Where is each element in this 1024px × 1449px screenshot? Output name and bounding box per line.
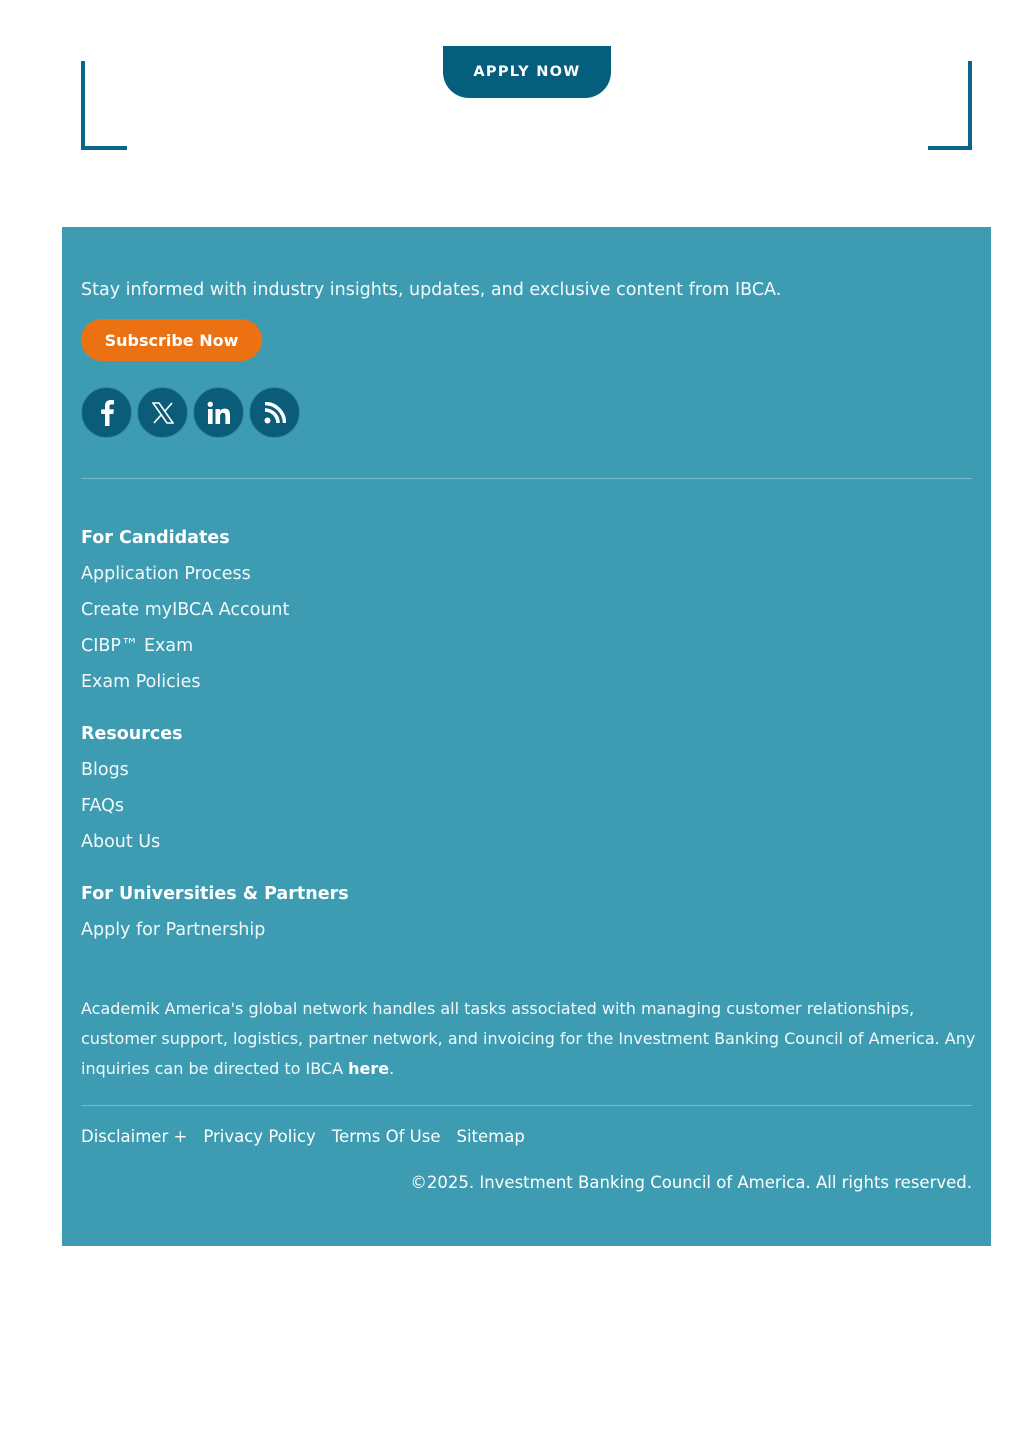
rss-icon[interactable]: [249, 387, 300, 438]
about-text: Academik America's global network handles all tasks associated with managing customer relationships, customer support, logistics, partner network, and invoicing for the Investment Banking Council of America. Any inquiries can be directed to IBCA: [81, 999, 976, 1078]
privacy-policy-link[interactable]: Privacy Policy: [203, 1127, 316, 1146]
decorative-bracket-right: [928, 61, 972, 150]
link-cibp-exam[interactable]: CIBP™ Exam: [81, 636, 194, 656]
terms-of-use-link[interactable]: Terms Of Use: [331, 1127, 441, 1146]
decorative-bracket-left: [81, 61, 127, 150]
section-heading-resources: Resources: [81, 724, 183, 744]
apply-now-label: APPLY NOW: [473, 64, 581, 80]
about-text-end: .: [389, 1059, 395, 1078]
link-application-process[interactable]: Application Process: [81, 564, 251, 584]
link-exam-policies[interactable]: Exam Policies: [81, 672, 201, 692]
about-paragraph: [81, 994, 976, 1084]
legal-links: [81, 1127, 541, 1146]
section-heading-candidates: For Candidates: [81, 528, 230, 548]
social-links: [81, 387, 300, 438]
copyright-text: ©2025. Investment Banking Council of America. All rights reserved.: [410, 1173, 972, 1192]
sitemap-link[interactable]: Sitemap: [456, 1127, 525, 1146]
site-footer: [62, 227, 991, 1246]
disclaimer-link[interactable]: Disclaimer +: [81, 1127, 188, 1146]
link-apply-partnership[interactable]: Apply for Partnership: [81, 920, 266, 940]
linkedin-icon[interactable]: [193, 387, 244, 438]
footer-divider-top: [81, 478, 972, 479]
facebook-icon[interactable]: [81, 387, 132, 438]
link-blogs[interactable]: Blogs: [81, 760, 129, 780]
subscribe-button[interactable]: Subscribe Now: [81, 319, 262, 361]
section-heading-partners: For Universities & Partners: [81, 884, 349, 904]
footer-divider-bottom: [81, 1105, 972, 1106]
apply-now-button[interactable]: [443, 46, 611, 98]
link-faqs[interactable]: FAQs: [81, 796, 125, 816]
link-about-us[interactable]: About Us: [81, 832, 161, 852]
x-icon[interactable]: [137, 387, 188, 438]
newsletter-tagline: Stay informed with industry insights, updates, and exclusive content from IBCA.: [81, 280, 782, 300]
inquiry-here-link[interactable]: here: [348, 1059, 390, 1078]
link-create-account[interactable]: Create myIBCA Account: [81, 600, 290, 620]
